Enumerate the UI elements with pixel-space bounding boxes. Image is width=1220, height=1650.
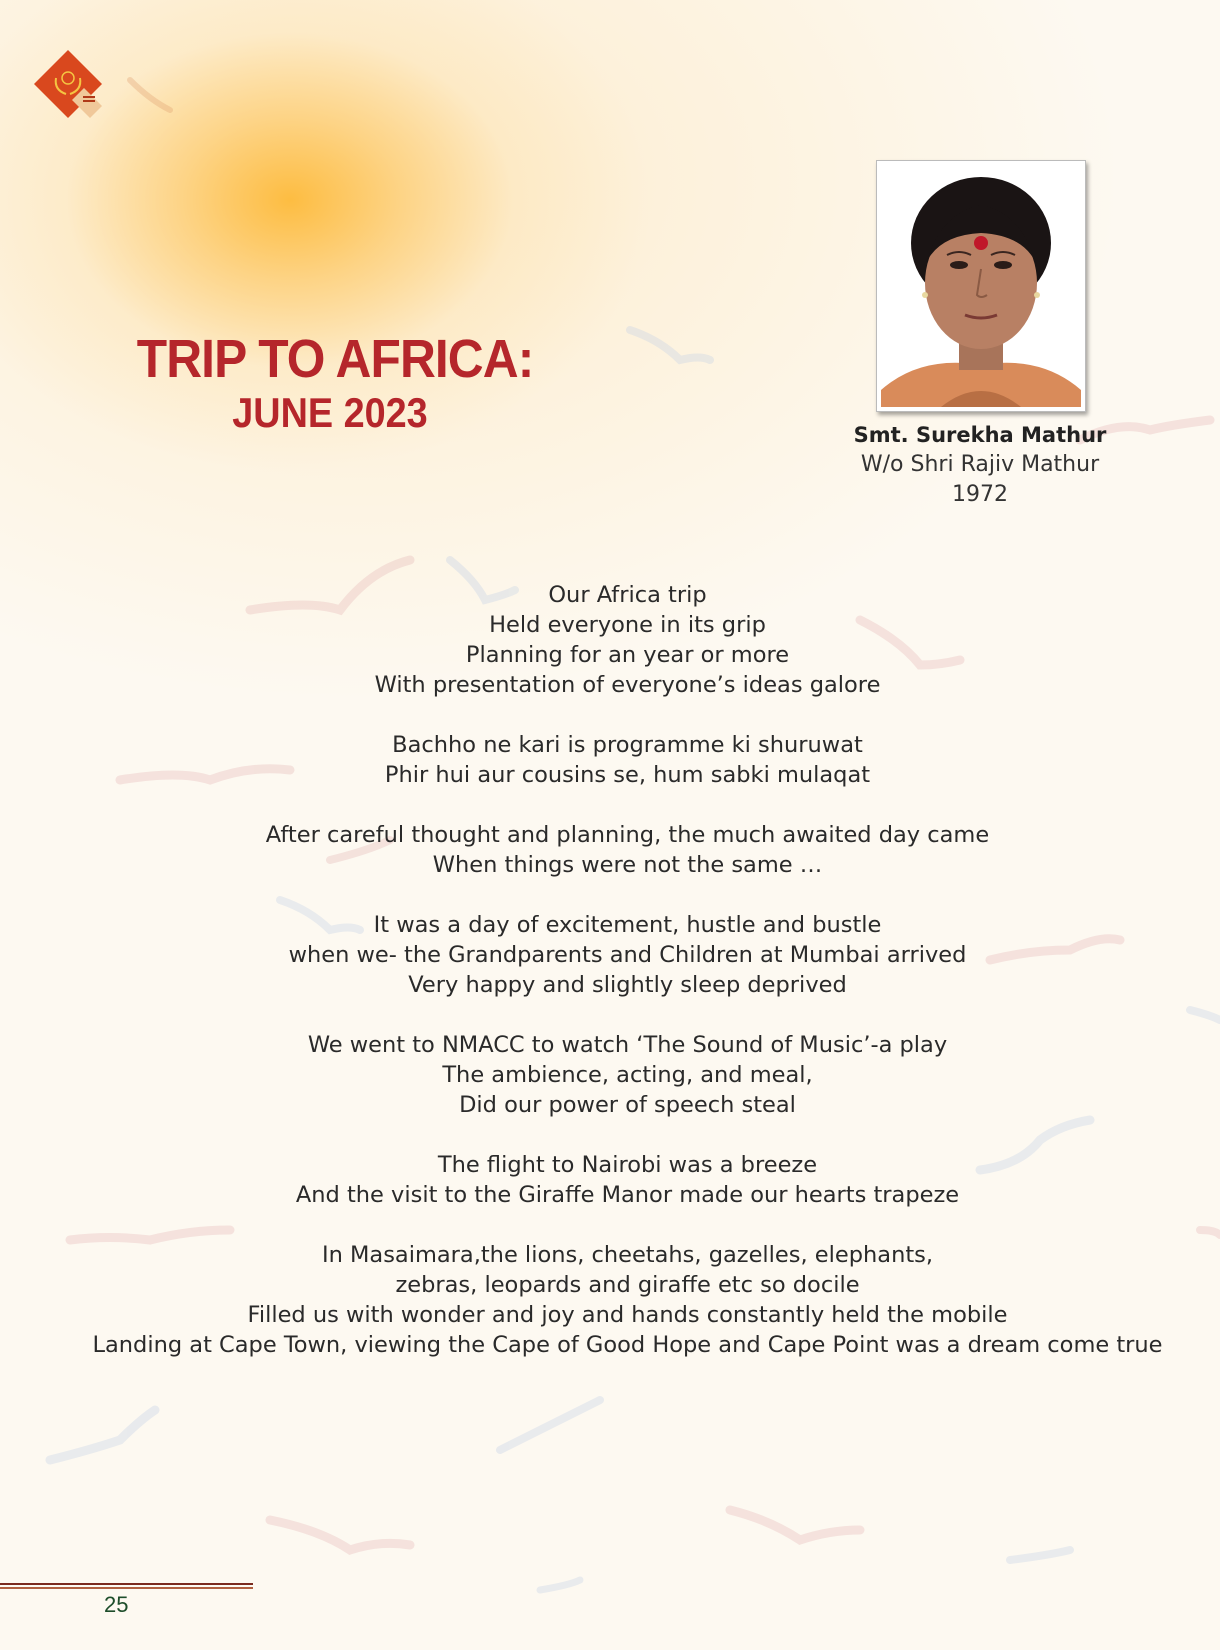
- poem-line: We went to NMACC to watch ‘The Sound of Music’-a play: [307, 1032, 948, 1058]
- poem-line: With presentation of everyone’s ideas galore: [374, 672, 881, 698]
- poem-line: Did our power of speech steal: [459, 1092, 796, 1118]
- poem-stanza: [80, 1150, 1175, 1210]
- poem-line: It was a day of excitement, hustle and bustle: [373, 912, 882, 938]
- institution-logo: [34, 50, 102, 118]
- author-batch-year: 1972: [952, 482, 1008, 507]
- author-name: Smt. Surekha Mathur: [853, 423, 1107, 447]
- article-heading: [120, 330, 540, 438]
- author-relation: W/o Shri Rajiv Mathur: [860, 452, 1100, 477]
- poem-stanza: [80, 1030, 1175, 1120]
- poem-stanza: [80, 580, 1175, 700]
- poem-line: The ambience, acting, and meal,: [442, 1062, 813, 1088]
- poem-line: The flight to Nairobi was a breeze: [437, 1152, 818, 1178]
- poem-line: Planning for an year or more: [465, 642, 790, 668]
- portrait-illustration: [881, 165, 1081, 407]
- poem-line: And the visit to the Giraffe Manor made our hearts trapeze: [295, 1182, 960, 1208]
- page-number: 25: [104, 1592, 129, 1617]
- poem-stanza: [80, 910, 1175, 1000]
- poem-line: When things were not the same …: [432, 852, 823, 878]
- poem-stanza: [80, 1240, 1175, 1360]
- poem-line: In Masaimara,the lions, cheetahs, gazelles, elephants, zebras, leopards and giraffe etc so docile: [321, 1242, 934, 1298]
- poem-stanza: [80, 820, 1175, 880]
- poem-line: Our Africa trip: [548, 582, 707, 608]
- author-credit: [820, 420, 1140, 510]
- poem-line: Bachho ne kari is programme ki shuruwat: [392, 732, 863, 758]
- footer-rule: [0, 1583, 253, 1589]
- poem-line: After careful thought and planning, the much awaited day came: [265, 822, 990, 848]
- article-title: TRIP TO AFRICA:: [136, 329, 534, 389]
- poem-line: Phir hui aur cousins se, hum sabki mulaqat: [384, 762, 871, 788]
- poem-stanza: [80, 730, 1175, 790]
- poem-line: Filled us with wonder and joy and hands constantly held the mobile: [247, 1302, 1008, 1328]
- poem-body: [80, 580, 1175, 1390]
- author-photo-frame: [876, 160, 1086, 412]
- article-date: JUNE 2023: [232, 389, 428, 436]
- poem-line: Landing at Cape Town, viewing the Cape of Good Hope and Cape Point was a dream come true: [92, 1332, 1163, 1358]
- poem-line: Very happy and slightly sleep deprived: [408, 972, 847, 998]
- poem-line: when we- the Grandparents and Children at Mumbai arrived: [288, 942, 967, 968]
- poem-line: Held everyone in its grip: [489, 612, 766, 638]
- author-photo: [881, 165, 1081, 407]
